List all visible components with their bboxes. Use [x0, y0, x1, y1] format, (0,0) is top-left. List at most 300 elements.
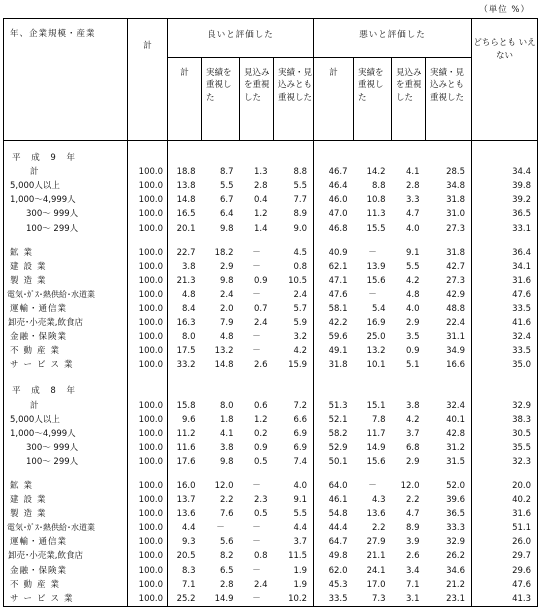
value-cell: 2.9	[219, 261, 234, 272]
value-cell: 36.5	[472, 207, 538, 221]
table-row	[4, 260, 538, 274]
value-cell: 34.9	[426, 344, 472, 358]
value-cell: 47.0	[328, 209, 348, 220]
value-cell: 9.6	[181, 414, 196, 425]
value-cell: 8.0	[181, 332, 196, 343]
value-cell: －	[252, 346, 261, 357]
value-cell: 23.1	[426, 592, 472, 607]
spacer-cell	[472, 372, 538, 384]
spacer-cell	[128, 372, 168, 384]
value-cell: 10.2	[274, 592, 314, 607]
value-cell: 62.1	[328, 261, 348, 272]
year-label: 平 成 9 年	[4, 151, 128, 165]
value-cell: 20.0	[472, 479, 538, 493]
value-cell: 26.2	[426, 549, 472, 563]
value-cell: 0.9	[253, 442, 268, 453]
value-cell: 9.1	[405, 247, 420, 258]
value-cell: 2.9	[405, 456, 420, 467]
value-cell: 35.0	[472, 358, 538, 372]
value-cell: －	[368, 289, 377, 300]
value-cell: 7.3	[371, 593, 386, 604]
value-cell: 2.3	[253, 495, 268, 506]
value-cell: 29.6	[472, 564, 538, 578]
value-cell: 21.2	[426, 578, 472, 592]
value-cell: 27.9	[366, 537, 386, 548]
row-label: 電気･ｶﾞｽ･熱供給･水道業	[4, 521, 128, 535]
table-row	[4, 316, 538, 330]
value-cell: 1.3	[253, 167, 268, 178]
value-cell: 51.3	[328, 400, 348, 411]
either-header: どちらとも いえない	[472, 19, 538, 141]
empty-cell	[314, 151, 354, 165]
value-cell: 9.8	[219, 275, 234, 286]
value-cell: 45.3	[328, 579, 348, 590]
value-cell: 32.9	[426, 535, 472, 549]
empty-cell	[472, 384, 538, 398]
bad-outlook-header: 見込みを重視した	[392, 58, 426, 141]
value-cell: 14.9	[214, 593, 234, 604]
value-cell: 16.0	[176, 481, 196, 492]
value-cell: 3.1	[405, 593, 420, 604]
spacer-cell	[314, 469, 354, 479]
spacer-cell	[240, 236, 274, 246]
value-cell: 4.0	[405, 223, 420, 234]
total-value: 100.0	[128, 193, 168, 207]
spacer-cell	[274, 236, 314, 246]
value-cell: 8.0	[219, 400, 234, 411]
value-cell: 47.6	[472, 288, 538, 302]
table-body	[4, 141, 538, 607]
value-cell: 42.9	[426, 288, 472, 302]
spacer-cell	[274, 141, 314, 152]
value-cell: 4.2	[405, 414, 420, 425]
value-cell: 7.2	[274, 399, 314, 413]
value-cell: 13.8	[176, 181, 196, 192]
value-cell: 11.5	[274, 549, 314, 563]
value-cell: 40.9	[328, 247, 348, 258]
value-cell: 8.9	[274, 207, 314, 221]
value-cell: 6.8	[405, 442, 420, 453]
unit-label: （単位 %）	[479, 5, 530, 15]
value-cell: 48.8	[426, 302, 472, 316]
value-cell: 2.2	[405, 495, 420, 506]
spacer-cell	[202, 141, 240, 152]
total-value: 100.0	[128, 549, 168, 563]
total-header: 計	[128, 19, 168, 141]
value-cell: 47.6	[472, 578, 538, 592]
value-cell: －	[252, 523, 261, 534]
value-cell: 62.0	[328, 565, 348, 576]
value-cell: 11.6	[176, 442, 196, 453]
empty-cell	[240, 151, 274, 165]
total-value: 100.0	[128, 521, 168, 535]
value-cell: 25.0	[366, 332, 386, 343]
row-label: 5,000人以上	[4, 413, 128, 427]
value-cell: 0.4	[253, 195, 268, 206]
row-label: 建設業	[4, 260, 128, 274]
value-cell: 15.6	[366, 275, 386, 286]
total-value: 100.0	[128, 413, 168, 427]
value-cell: 11.3	[366, 209, 386, 220]
bad-actual-header: 実績を重視した	[354, 58, 392, 141]
spacer-cell	[128, 141, 168, 152]
value-cell: 54.8	[328, 509, 348, 520]
year-row	[4, 384, 538, 398]
value-cell: －	[252, 332, 261, 343]
value-cell: 20.5	[176, 551, 196, 562]
value-cell: 2.9	[405, 318, 420, 329]
empty-cell	[274, 384, 314, 398]
table-row	[4, 507, 538, 521]
value-cell: 21.3	[176, 275, 196, 286]
spacer-cell	[168, 141, 202, 152]
table-row	[4, 288, 538, 302]
row-label: 5,000人以上	[4, 179, 128, 193]
row-label: 300～ 999人	[4, 441, 128, 455]
value-cell: 4.7	[405, 209, 420, 220]
value-cell: 15.6	[366, 456, 386, 467]
value-cell: 3.7	[274, 535, 314, 549]
value-cell: 5.5	[274, 179, 314, 193]
value-cell: 20.1	[176, 223, 196, 234]
empty-cell	[314, 384, 354, 398]
total-value: 100.0	[128, 207, 168, 221]
value-cell: 14.9	[366, 442, 386, 453]
spacer-cell	[392, 469, 426, 479]
value-cell: 12.0	[400, 481, 420, 492]
total-value: 100.0	[128, 455, 168, 469]
table-row	[4, 455, 538, 469]
value-cell: 17.6	[176, 456, 196, 467]
value-cell: 31.8	[426, 246, 472, 260]
value-cell: 3.9	[405, 537, 420, 548]
value-cell: 9.0	[274, 221, 314, 235]
empty-cell	[202, 151, 240, 165]
value-cell: 0.2	[253, 428, 268, 439]
value-cell: 6.5	[219, 565, 234, 576]
value-cell: 36.5	[426, 507, 472, 521]
value-cell: 4.5	[274, 246, 314, 260]
value-cell: 13.7	[176, 495, 196, 506]
spacer-cell	[472, 141, 538, 152]
table-row	[4, 274, 538, 288]
value-cell: 8.4	[181, 303, 196, 314]
value-cell: 52.1	[328, 414, 348, 425]
spacer-cell	[4, 372, 128, 384]
table-row	[4, 399, 538, 413]
good-actual-header: 実績を重視した	[202, 58, 240, 141]
table-row	[4, 179, 538, 193]
value-cell: 10.5	[274, 274, 314, 288]
row-spacer	[4, 236, 538, 246]
value-cell: 31.6	[472, 274, 538, 288]
value-cell: 16.9	[366, 318, 386, 329]
value-cell: 4.2	[274, 344, 314, 358]
empty-cell	[392, 151, 426, 165]
value-cell: 6.9	[274, 441, 314, 455]
value-cell: 0.9	[405, 346, 420, 357]
value-cell: 58.1	[328, 303, 348, 314]
total-value: 100.0	[128, 302, 168, 316]
value-cell: 32.4	[426, 399, 472, 413]
value-cell: 24.1	[366, 565, 386, 576]
value-cell: 3.7	[405, 428, 420, 439]
bad-both-header: 実績・見込みとも重視した	[426, 58, 472, 141]
value-cell: 22.4	[426, 316, 472, 330]
value-cell: 1.2	[253, 414, 268, 425]
value-cell: 9.1	[274, 493, 314, 507]
value-cell: 6.7	[219, 195, 234, 206]
value-cell: 64.7	[328, 537, 348, 548]
table-row	[4, 441, 538, 455]
value-cell: 3.8	[219, 442, 234, 453]
spacer-cell	[314, 236, 354, 246]
row-label: 鉱業	[4, 479, 128, 493]
total-value: 100.0	[128, 399, 168, 413]
good-both-header: 実績・見込みとも重視した	[274, 58, 314, 141]
total-value: 100.0	[128, 316, 168, 330]
value-cell: 8.7	[219, 167, 234, 178]
value-cell: 41.3	[472, 592, 538, 607]
value-cell: 4.1	[219, 428, 234, 439]
value-cell: 3.8	[181, 261, 196, 272]
value-cell: 64.0	[328, 481, 348, 492]
value-cell: －	[216, 523, 225, 534]
empty-cell	[168, 151, 202, 165]
value-cell: 9.3	[181, 537, 196, 548]
value-cell: 49.8	[328, 551, 348, 562]
year-row	[4, 151, 538, 165]
value-cell: 34.1	[472, 260, 538, 274]
spacer-cell	[392, 236, 426, 246]
value-cell: 50.1	[328, 456, 348, 467]
total-value: 100.0	[128, 427, 168, 441]
value-cell: 13.9	[366, 261, 386, 272]
spacer-cell	[314, 141, 354, 152]
value-cell: 33.5	[328, 593, 348, 604]
total-value: 100.0	[128, 330, 168, 344]
spacer-cell	[426, 372, 472, 384]
value-cell: 13.2	[366, 346, 386, 357]
spacer-cell	[128, 469, 168, 479]
value-cell: 8.9	[405, 523, 420, 534]
total-value: 100.0	[128, 221, 168, 235]
empty-cell	[426, 151, 472, 165]
table-row	[4, 246, 538, 260]
value-cell: －	[368, 247, 377, 258]
value-cell: 4.3	[371, 495, 386, 506]
value-cell: 46.4	[328, 181, 348, 192]
value-cell: 2.0	[219, 303, 234, 314]
value-cell: 2.6	[405, 551, 420, 562]
value-cell: 47.6	[328, 289, 348, 300]
value-cell: 16.3	[176, 318, 196, 329]
value-cell: 18.8	[176, 167, 196, 178]
total-value: 100.0	[128, 592, 168, 607]
value-cell: 33.2	[176, 360, 196, 371]
value-cell: 6.6	[274, 413, 314, 427]
total-value: 100.0	[128, 358, 168, 372]
value-cell: 2.4	[253, 579, 268, 590]
value-cell: 0.6	[253, 400, 268, 411]
spacer-cell	[392, 372, 426, 384]
bad-total-header: 計	[314, 58, 354, 141]
table-row	[4, 302, 538, 316]
row-label: 100～ 299人	[4, 455, 128, 469]
value-cell: 52.0	[426, 479, 472, 493]
value-cell: 4.0	[274, 479, 314, 493]
value-cell: 7.1	[181, 579, 196, 590]
row-label: 不動産業	[4, 344, 128, 358]
table-row	[4, 479, 538, 493]
value-cell: 0.7	[253, 303, 268, 314]
table-row	[4, 413, 538, 427]
value-cell: 5.4	[371, 303, 386, 314]
value-cell: 7.1	[405, 579, 420, 590]
value-cell: 4.4	[181, 523, 196, 534]
row-label: 計	[4, 165, 128, 179]
value-cell: 32.3	[472, 455, 538, 469]
empty-cell	[354, 151, 392, 165]
spacer-cell	[314, 372, 354, 384]
value-cell: －	[252, 289, 261, 300]
empty-cell	[472, 151, 538, 165]
table-row	[4, 578, 538, 592]
value-cell: 4.2	[405, 275, 420, 286]
spacer-cell	[4, 141, 128, 152]
value-cell: 2.2	[219, 495, 234, 506]
value-cell: 30.5	[472, 427, 538, 441]
value-cell: 8.2	[219, 551, 234, 562]
value-cell: 47.1	[328, 275, 348, 286]
spacer-cell	[354, 141, 392, 152]
row-label: 卸売･小売業,飲食店	[4, 549, 128, 563]
total-value: 100.0	[128, 507, 168, 521]
total-value: 100.0	[128, 493, 168, 507]
spacer-cell	[240, 372, 274, 384]
value-cell: 40.2	[472, 493, 538, 507]
value-cell: 6.9	[274, 427, 314, 441]
value-cell: 22.7	[176, 247, 196, 258]
value-cell: 0.5	[253, 456, 268, 467]
value-cell: 15.8	[176, 400, 196, 411]
empty-cell	[128, 151, 168, 165]
year-label: 平 成 8 年	[4, 384, 128, 398]
row-label: 300～ 999人	[4, 207, 128, 221]
value-cell: 2.2	[371, 523, 386, 534]
value-cell: 9.8	[219, 456, 234, 467]
spacer-cell	[472, 469, 538, 479]
table-row	[4, 358, 538, 372]
total-value: 100.0	[128, 564, 168, 578]
spacer-cell	[4, 469, 128, 479]
value-cell: 16.5	[176, 209, 196, 220]
value-cell: 10.8	[366, 195, 386, 206]
value-cell: －	[368, 481, 377, 492]
value-cell: 33.5	[472, 302, 538, 316]
row-label: 運輸・通信業	[4, 302, 128, 316]
value-cell: 59.6	[328, 332, 348, 343]
value-cell: －	[252, 593, 261, 604]
row-label: サービス業	[4, 592, 128, 607]
row-label: 運輸・通信業	[4, 535, 128, 549]
value-cell: 27.3	[426, 274, 472, 288]
spacer-cell	[168, 372, 202, 384]
value-cell: 16.6	[426, 358, 472, 372]
empty-cell	[392, 384, 426, 398]
value-cell: 0.5	[253, 509, 268, 520]
value-cell: 9.8	[219, 223, 234, 234]
value-cell: 39.8	[472, 179, 538, 193]
table-row	[4, 207, 538, 221]
value-cell: 31.1	[426, 330, 472, 344]
row-label: 1,000～4,999人	[4, 193, 128, 207]
spacer-cell	[202, 469, 240, 479]
value-cell: －	[252, 565, 261, 576]
spacer-cell	[240, 141, 274, 152]
value-cell: 4.8	[405, 289, 420, 300]
value-cell: 31.2	[426, 441, 472, 455]
section-spacer	[4, 372, 538, 384]
table-row	[4, 535, 538, 549]
value-cell: 5.6	[219, 537, 234, 548]
empty-cell	[202, 384, 240, 398]
value-cell: 46.1	[328, 495, 348, 506]
spacer-cell	[202, 236, 240, 246]
value-cell: 44.4	[328, 523, 348, 534]
row-label: 計	[4, 399, 128, 413]
value-cell: 14.8	[214, 360, 234, 371]
value-cell: 34.4	[472, 165, 538, 179]
value-cell: 42.7	[426, 260, 472, 274]
value-cell: 32.4	[472, 330, 538, 344]
empty-cell	[354, 384, 392, 398]
value-cell: 13.6	[366, 509, 386, 520]
table-row	[4, 493, 538, 507]
spacer-cell	[426, 141, 472, 152]
good-group-header: 良いと評価した	[168, 19, 314, 58]
spacer-cell	[354, 372, 392, 384]
value-cell: 32.9	[472, 399, 538, 413]
value-cell: 33.1	[472, 221, 538, 235]
total-value: 100.0	[128, 274, 168, 288]
value-cell: 4.4	[274, 521, 314, 535]
value-cell: 29.7	[472, 549, 538, 563]
value-cell: 4.8	[181, 289, 196, 300]
value-cell: 8.8	[274, 165, 314, 179]
value-cell: 17.5	[176, 346, 196, 357]
empty-cell	[128, 384, 168, 398]
value-cell: 35.5	[472, 441, 538, 455]
value-cell: 31.8	[328, 360, 348, 371]
value-cell: 3.4	[405, 565, 420, 576]
value-cell: 18.2	[214, 247, 234, 258]
table-row	[4, 427, 538, 441]
value-cell: 0.8	[253, 551, 268, 562]
value-cell: 46.8	[328, 223, 348, 234]
value-cell: 26.0	[472, 535, 538, 549]
value-cell: 3.2	[274, 330, 314, 344]
empty-cell	[168, 384, 202, 398]
value-cell: 17.0	[366, 579, 386, 590]
value-cell: 31.5	[426, 455, 472, 469]
value-cell: 3.8	[405, 400, 420, 411]
spacer-cell	[274, 372, 314, 384]
empty-cell	[240, 384, 274, 398]
table-row	[4, 193, 538, 207]
section-spacer	[4, 141, 538, 152]
spacer-cell	[240, 469, 274, 479]
